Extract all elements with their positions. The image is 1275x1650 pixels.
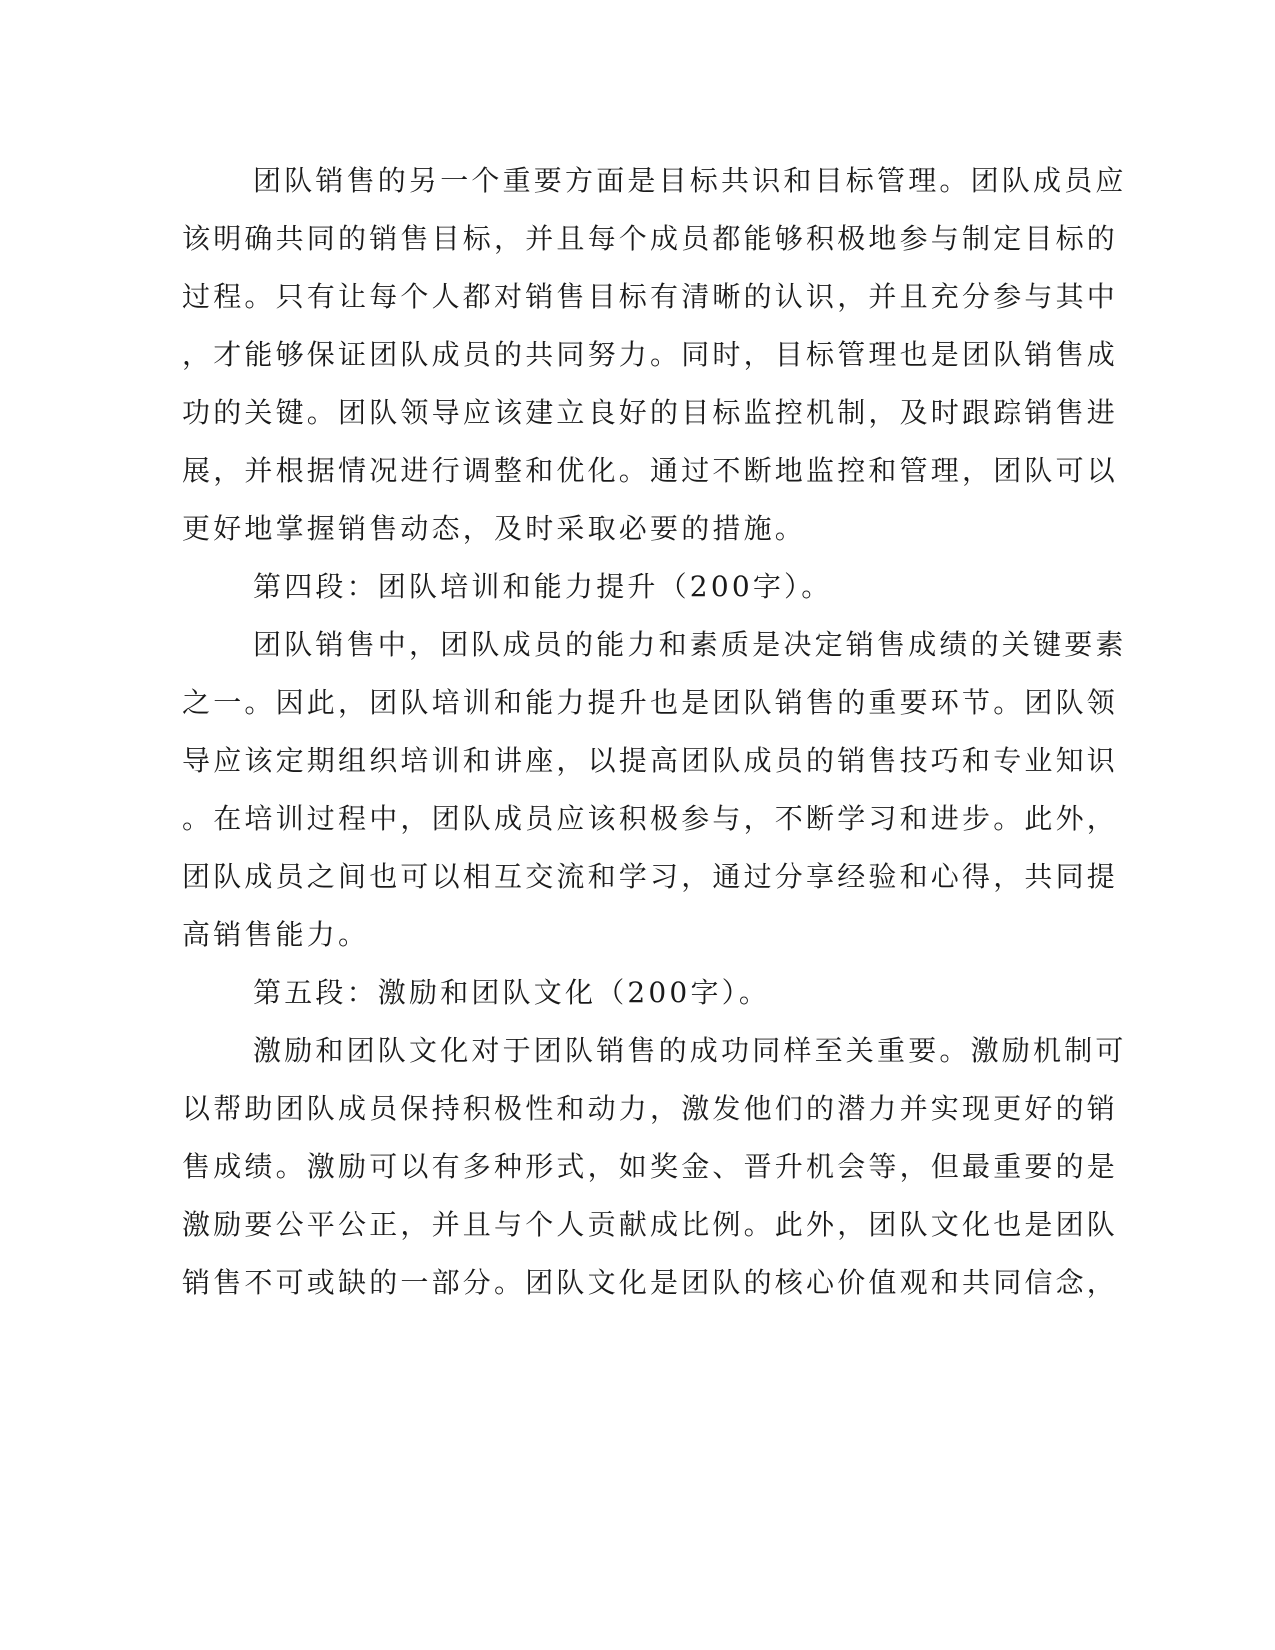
section-heading-4: 第四段：团队培训和能力提升（200字）。 xyxy=(253,570,833,603)
paragraph-line: 高销售能力。 xyxy=(182,918,370,951)
paragraph-line: 展，并根据情况进行调整和优化。通过不断地监控和管理，团队可以 xyxy=(182,454,1119,487)
paragraph-line: 激励和团队文化对于团队销售的成功同样至关重要。激励机制可 xyxy=(253,1034,1127,1067)
document-body xyxy=(182,152,1127,1312)
paragraph-line: 团队销售的另一个重要方面是目标共识和目标管理。团队成员应 xyxy=(253,164,1127,197)
paragraph-line: 更好地掌握销售动态，及时采取必要的措施。 xyxy=(182,512,807,545)
paragraph-line: 以帮助团队成员保持积极性和动力，激发他们的潜力并实现更好的销 xyxy=(182,1092,1119,1125)
paragraph-line: 销售不可或缺的一部分。团队文化是团队的核心价值观和共同信念， xyxy=(182,1266,1119,1299)
paragraph-line: 导应该定期组织培训和讲座，以提高团队成员的销售技巧和专业知识 xyxy=(182,744,1119,777)
paragraph-line: 售成绩。激励可以有多种形式，如奖金、晋升机会等，但最重要的是 xyxy=(182,1150,1119,1183)
paragraph-line: 过程。只有让每个人都对销售目标有清晰的认识，并且充分参与其中 xyxy=(182,280,1119,313)
paragraph-line: 激励要公平公正，并且与个人贡献成比例。此外，团队文化也是团队 xyxy=(182,1208,1119,1241)
paragraph-line: 团队销售中，团队成员的能力和素质是决定销售成绩的关键要素 xyxy=(253,628,1127,661)
paragraph-line: 之一。因此，团队培训和能力提升也是团队销售的重要环节。团队领 xyxy=(182,686,1119,719)
paragraph-line: ，才能够保证团队成员的共同努力。同时，目标管理也是团队销售成 xyxy=(182,338,1119,371)
paragraph-line: 。在培训过程中，团队成员应该积极参与，不断学习和进步。此外， xyxy=(182,802,1119,835)
paragraph-line: 团队成员之间也可以相互交流和学习，通过分享经验和心得，共同提 xyxy=(182,860,1119,893)
section-heading-5: 第五段：激励和团队文化（200字）。 xyxy=(253,976,771,1009)
paragraph-line: 该明确共同的销售目标，并且每个成员都能够积极地参与制定目标的 xyxy=(182,222,1119,255)
paragraph-line: 功的关键。团队领导应该建立良好的目标监控机制，及时跟踪销售进 xyxy=(182,396,1119,429)
